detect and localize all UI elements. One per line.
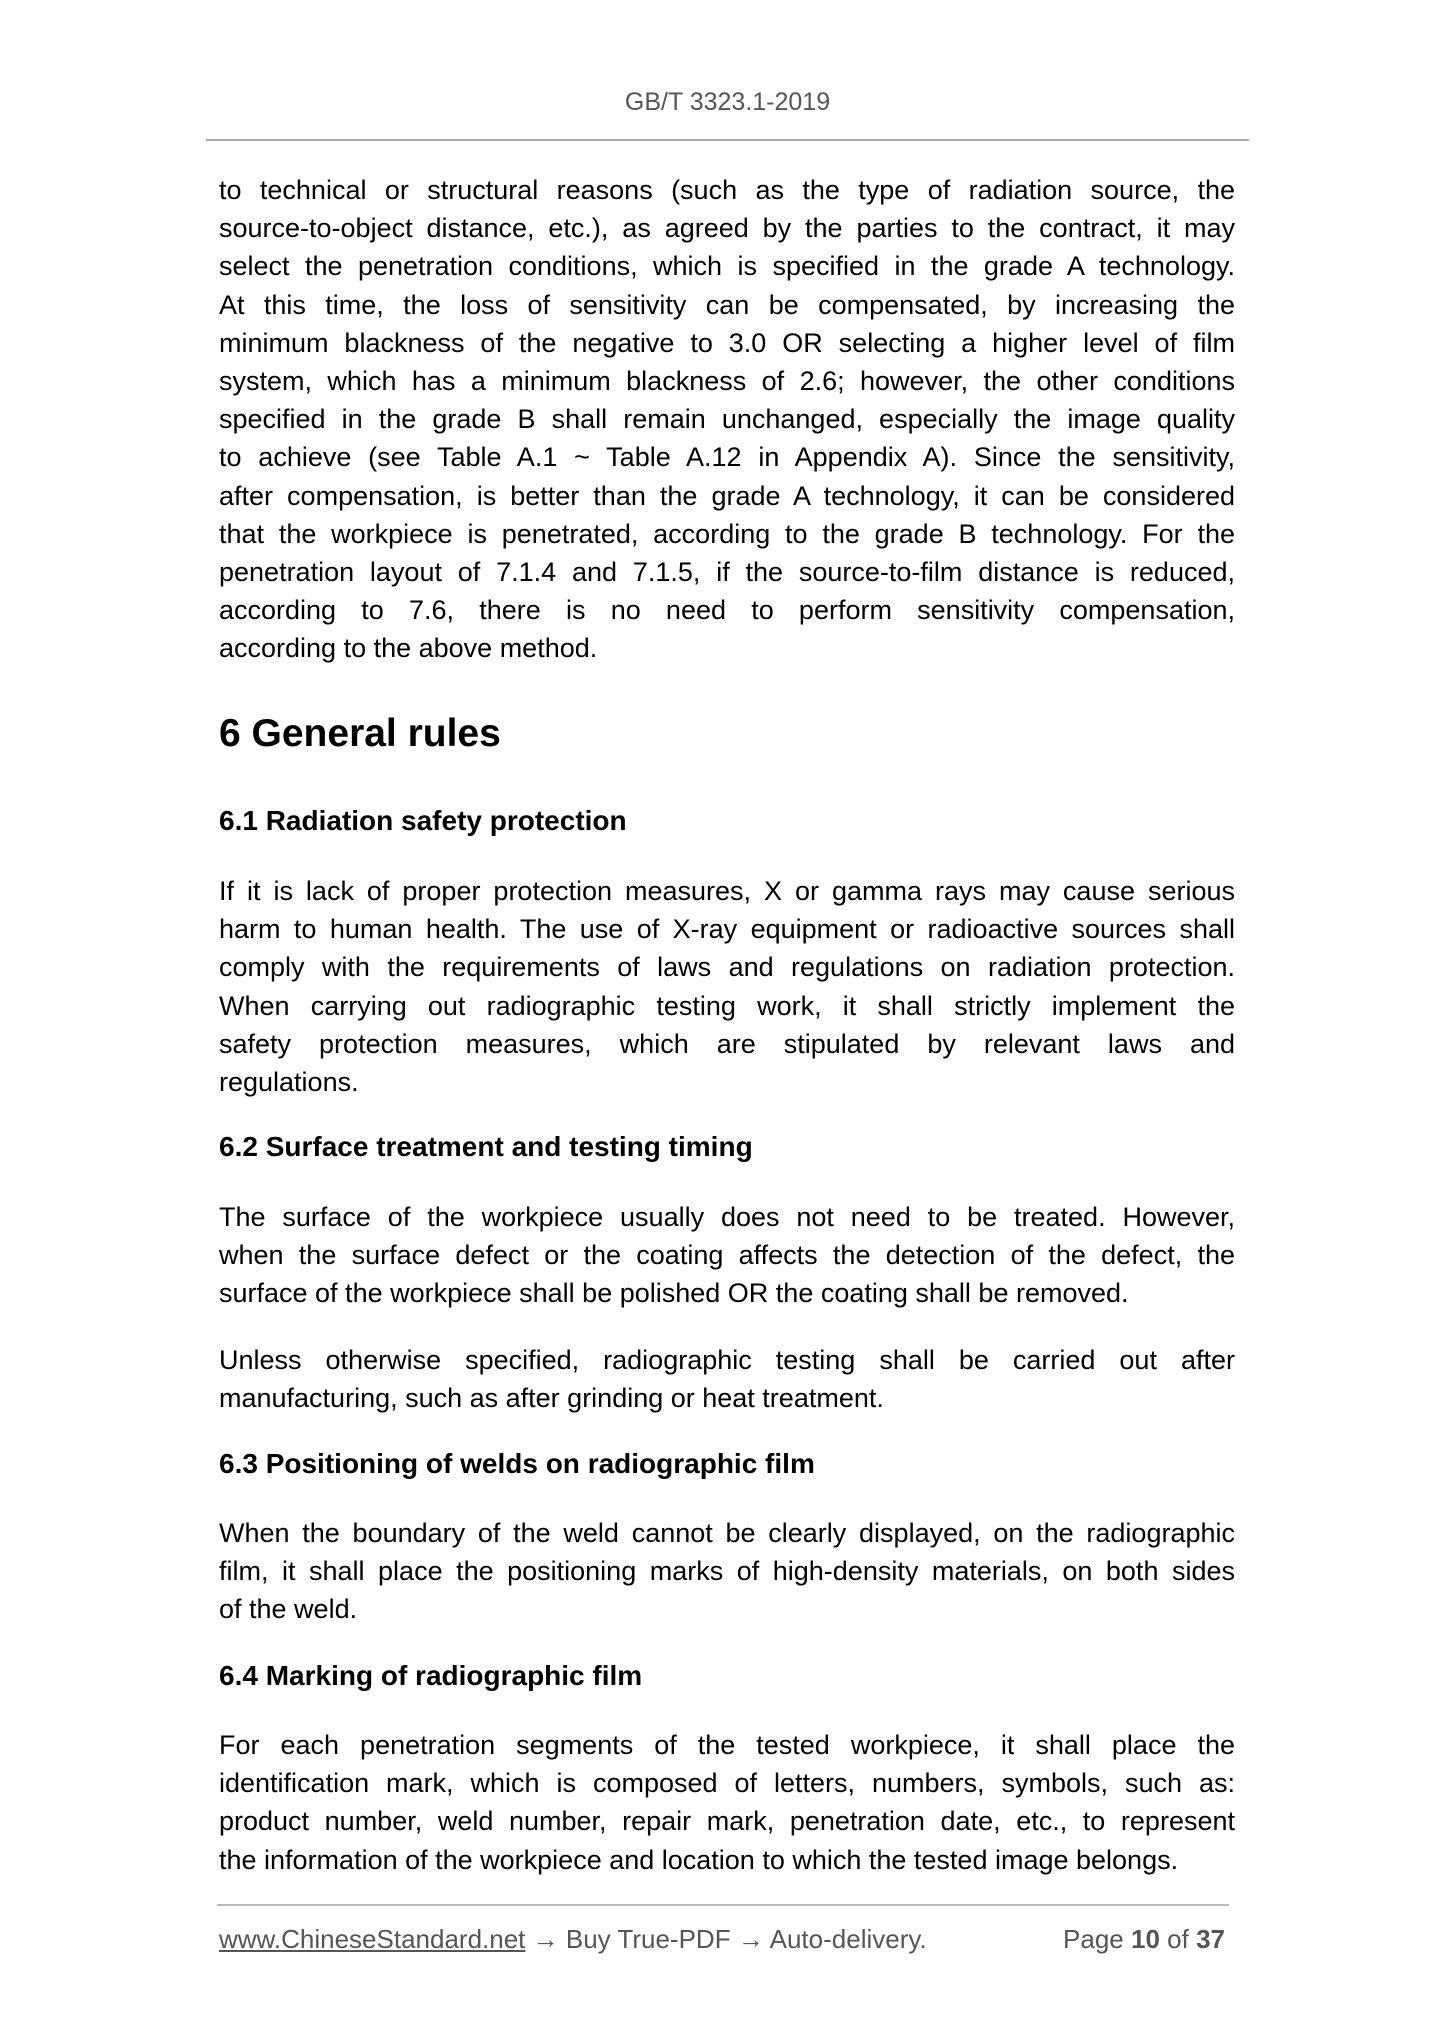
text-line: specified in the grade B shall remain unchanged, especially the image quality	[219, 404, 1235, 435]
text-line: comply with the requirements of laws and regulations on radiation protection.	[219, 952, 1235, 983]
buy-text: Buy True-PDF	[565, 1924, 731, 1954]
text-line: according to 7.6, there is no need to perform sensitivity compensation,	[219, 595, 1235, 626]
text-line: The surface of the workpiece usually does not need to be treated. However,	[219, 1202, 1235, 1232]
text-line: For each penetration segments of the tested workpiece, it shall place the	[219, 1730, 1235, 1760]
arrow-icon: →	[532, 1924, 559, 1954]
text-line: manufacturing, such as after grinding or heat treatment.	[219, 1383, 884, 1414]
paragraph-6-3	[219, 1514, 1235, 1629]
text-line: safety protection measures, which are stipulated by relevant laws and	[219, 1028, 1235, 1059]
website-link[interactable]: www.ChineseStandard.net	[219, 1924, 526, 1954]
text-line: the information of the workpiece and location to which the tested image belongs.	[219, 1844, 1179, 1875]
text-line: when the surface defect or the coating affects the detection of the defect, the	[219, 1240, 1235, 1271]
text-line: Unless otherwise specified, radiographic testing shall be carried out after	[219, 1345, 1235, 1375]
heading-6-1: 6.1 Radiation safety protection	[219, 805, 627, 836]
footer-divider	[217, 1904, 1229, 1906]
text-line: system, which has a minimum blackness of 2.6; however, the other conditions	[219, 366, 1235, 397]
text-line: of the weld.	[219, 1594, 358, 1625]
text-line: after compensation, is better than the grade A technology, it can be considered	[219, 480, 1235, 511]
document-header: GB/T 3323.1-2019	[624, 88, 831, 116]
text-line: When carrying out radiographic testing work, it shall strictly implement the	[219, 990, 1235, 1021]
section-heading-6: 6 General rules	[219, 712, 501, 755]
text-line: that the workpiece is penetrated, according to the grade B technology. For the	[219, 518, 1235, 549]
auto-delivery-text: Auto-delivery.	[769, 1924, 927, 1954]
text-line: according to the above method.	[219, 633, 598, 664]
heading-6-4: 6.4 Marking of radiographic film	[219, 1660, 643, 1691]
text-line: film, it shall place the positioning marks of high-density materials, on both sides	[219, 1556, 1235, 1587]
text-line: product number, weld number, repair mark, penetration date, etc., to represent	[219, 1806, 1235, 1837]
text-line: source-to-object distance, etc.), as agreed by the parties to the contract, it may	[219, 213, 1235, 244]
text-line: to technical or structural reasons (such as the type of radiation source, the	[219, 175, 1235, 205]
footer-promo	[219, 1924, 927, 1955]
text-line: minimum blackness of the negative to 3.0 OR selecting a higher level of film	[219, 327, 1235, 358]
text-line: to achieve (see Table A.1 ~ Table A.12 in Appendix A). Since the sensitivity,	[219, 442, 1235, 473]
paragraph-6-1	[219, 872, 1235, 1101]
text-line: surface of the workpiece shall be polished OR the coating shall be removed.	[219, 1278, 1129, 1309]
paragraph-6-2a	[219, 1198, 1235, 1313]
paragraph-6-4	[219, 1726, 1235, 1879]
text-line: regulations.	[219, 1067, 359, 1098]
page-number	[1063, 1924, 1225, 1955]
heading-6-3: 6.3 Positioning of welds on radiographic film	[219, 1448, 815, 1479]
paragraph-continuation	[219, 171, 1235, 668]
current-page: 10	[1131, 1924, 1160, 1954]
page-label: Page	[1063, 1924, 1124, 1954]
text-line: penetration layout of 7.1.4 and 7.1.5, if the source-to-film distance is reduced,	[219, 557, 1235, 588]
text-line: identification mark, which is composed of letters, numbers, symbols, such as:	[219, 1768, 1235, 1799]
text-line: select the penetration conditions, which is specified in the grade A technology.	[219, 251, 1235, 282]
text-line: At this time, the loss of sensitivity can be compensated, by increasing the	[219, 289, 1235, 320]
arrow-icon: →	[737, 1924, 764, 1954]
paragraph-6-2b	[219, 1341, 1235, 1417]
of-label: of	[1167, 1924, 1189, 1954]
total-pages: 37	[1196, 1924, 1225, 1954]
header-divider	[206, 139, 1249, 141]
text-line: If it is lack of proper protection measures, X or gamma rays may cause serious	[219, 876, 1235, 906]
text-line: When the boundary of the weld cannot be clearly displayed, on the radiographic	[219, 1518, 1235, 1548]
text-line: harm to human health. The use of X-ray equipment or radioactive sources shall	[219, 914, 1235, 945]
heading-6-2: 6.2 Surface treatment and testing timing	[219, 1131, 753, 1162]
